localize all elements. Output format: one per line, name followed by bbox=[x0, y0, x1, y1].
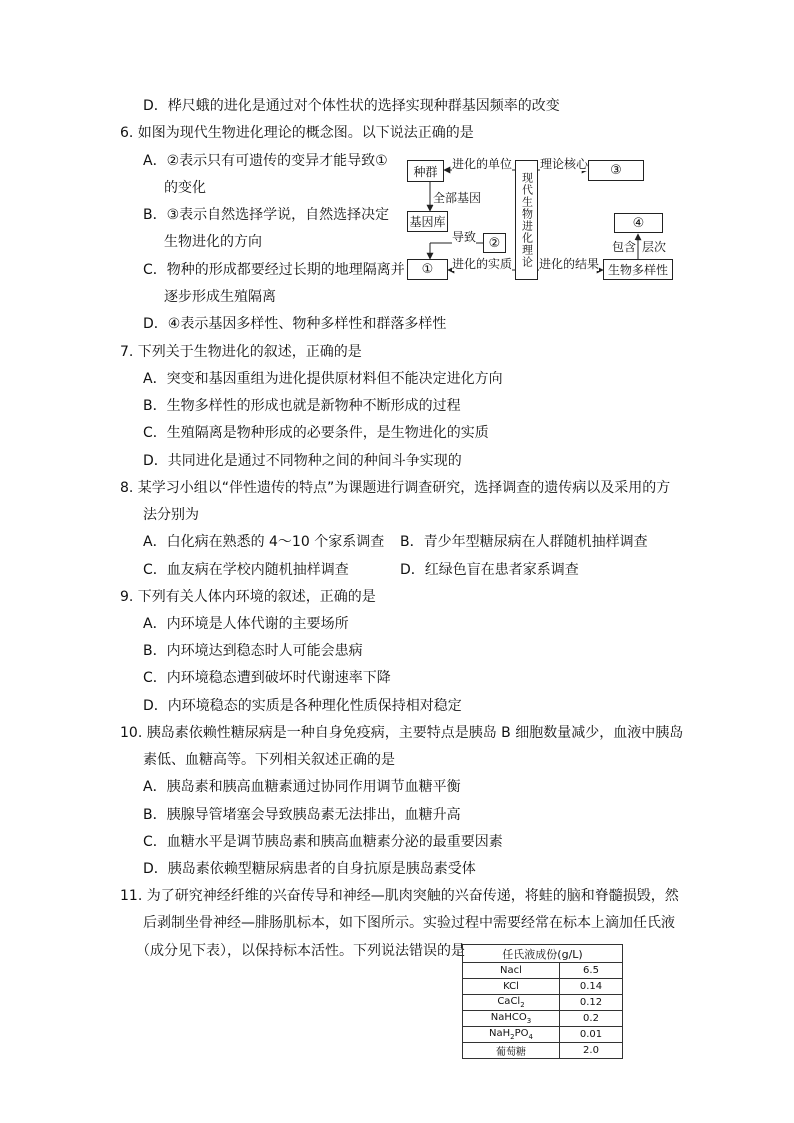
component-name bbox=[463, 1011, 560, 1027]
table-row bbox=[463, 963, 623, 979]
q10-stem-cont: 素低、血糖高等。下列相关叙述正确的是 bbox=[143, 752, 395, 768]
q10-option-c: C．血糖水平是调节胰岛素和胰高血糖素分泌的最重要因素 bbox=[143, 834, 503, 850]
formula-main: NaHCO bbox=[490, 1012, 527, 1023]
table-row bbox=[463, 1027, 623, 1043]
q6-option-d: D．④表示基因多样性、物种多样性和群落多样性 bbox=[143, 316, 447, 332]
formula-subscript-b: 4 bbox=[528, 1033, 533, 1041]
formula-part-a: NaH bbox=[489, 1028, 511, 1039]
component-name bbox=[463, 995, 560, 1011]
label-all-genes: 全部基因 bbox=[433, 191, 482, 205]
q8-stem: 8. 某学习小组以“伴性遗传的特点”为课题进行调查研究，选择调查的遗传病以及采用的方 bbox=[120, 480, 671, 496]
label-result: 进化的结果 bbox=[539, 257, 600, 271]
circle2-box: ② bbox=[483, 233, 506, 253]
q8-stem-cont: 法分别为 bbox=[143, 507, 199, 523]
q11-stem-cont2: （成分见下表），以保持标本活性。下列说法错误的是 bbox=[136, 943, 465, 959]
q6-option-a: A．②表示只有可遗传的变异才能导致① bbox=[143, 153, 388, 169]
label-levels: 层次 bbox=[642, 240, 667, 254]
gene-pool-box: 基因库 bbox=[407, 211, 448, 232]
table-row bbox=[463, 1011, 623, 1027]
q10-option-a: A．胰岛素和胰高血糖素通过协同作用调节血糖平衡 bbox=[143, 779, 461, 795]
component-value: 6.5 bbox=[560, 963, 623, 979]
formula-part-b: PO bbox=[514, 1028, 529, 1039]
formula-subscript: 2 bbox=[520, 1001, 525, 1009]
table-row bbox=[463, 1043, 623, 1059]
ringer-solution-table bbox=[462, 944, 623, 1059]
q6-option-b-cont: 生物进化的方向 bbox=[164, 234, 262, 250]
q5-option-d: D．桦尺蛾的进化是通过对个体性状的选择实现种群基因频率的改变 bbox=[143, 98, 560, 114]
q10-option-d: D．胰岛素依赖型糖尿病患者的自身抗原是胰岛素受体 bbox=[143, 861, 476, 877]
population-box: 种群 bbox=[407, 160, 444, 182]
q6-option-b: B．③表示自然选择学说，自然选择决定 bbox=[143, 207, 390, 223]
q6-option-a-cont: 的变化 bbox=[164, 180, 206, 196]
label-essence: 进化的实质 bbox=[452, 257, 513, 271]
formula-main: CaCl bbox=[497, 996, 521, 1007]
q9-option-c: C．内环境稳态遭到破坏时代谢速率下降 bbox=[143, 670, 391, 686]
label-includes: 包含 bbox=[612, 240, 637, 254]
q8-option-c: C．血友病在学校内随机抽样调查 bbox=[143, 562, 349, 578]
circle1-box: ① bbox=[407, 259, 448, 280]
label-leads-to: 导致 bbox=[452, 230, 477, 244]
formula-subscript-a: 2 bbox=[510, 1033, 515, 1041]
q10-option-b: B．胰腺导管堵塞会导致胰岛素无法排出，血糖升高 bbox=[143, 807, 461, 823]
component-value: 0.01 bbox=[560, 1027, 623, 1043]
q6-stem: 6. 如图为现代生物进化理论的概念图。以下说法正确的是 bbox=[120, 125, 474, 141]
q9-option-b: B．内环境达到稳态时人可能会患病 bbox=[143, 643, 363, 659]
q10-stem: 10. 胰岛素依赖性糖尿病是一种自身免疫病，主要特点是胰岛 B 细胞数量减少，血液中胰岛 bbox=[120, 725, 684, 741]
label-unit-of-evolution: 进化的单位 bbox=[452, 157, 513, 171]
component-value: 2.0 bbox=[560, 1043, 623, 1059]
q8-option-b: B．青少年型糖尿病在人群随机抽样调查 bbox=[400, 534, 648, 550]
q7-stem: 7. 下列关于生物进化的叙述，正确的是 bbox=[120, 344, 362, 360]
q8-option-a: A．白化病在熟悉的 4～10 个家系调查 bbox=[143, 534, 385, 550]
q9-option-a: A．内环境是人体代谢的主要场所 bbox=[143, 616, 349, 632]
q7-option-a: A．突变和基因重组为进化提供原材料但不能决定进化方向 bbox=[143, 371, 503, 387]
q6-option-c: C．物种的形成都要经过长期的地理隔离并 bbox=[143, 262, 405, 278]
component-name: KCl bbox=[463, 979, 560, 995]
circle4-box: ④ bbox=[614, 213, 663, 233]
component-name: 葡萄糖 bbox=[463, 1043, 560, 1059]
center-theory-box: 现代生物进化理论 bbox=[515, 160, 538, 280]
table-row bbox=[463, 979, 623, 995]
q8-option-d: D．红绿色盲在患者家系调查 bbox=[400, 562, 579, 578]
q7-option-d: D．共同进化是通过不同物种之间的种间斗争实现的 bbox=[143, 453, 462, 469]
q9-option-d: D．内环境稳态的实质是各种理化性质保持相对稳定 bbox=[143, 698, 462, 714]
table-header: 任氏液成份(g/L) bbox=[463, 945, 623, 963]
component-name: Nacl bbox=[463, 963, 560, 979]
q11-stem-cont1: 后剥制坐骨神经—腓肠肌标本，如下图所示。实验过程中需要经常在标本上滴加任氏液 bbox=[143, 915, 675, 931]
q9-stem: 9. 下列有关人体内环境的叙述，正确的是 bbox=[120, 589, 376, 605]
component-name bbox=[463, 1027, 560, 1043]
label-theory-core: 理论核心 bbox=[540, 157, 589, 171]
table-row bbox=[463, 995, 623, 1011]
q11-stem: 11. 为了研究神经纤维的兴奋传导和神经—肌肉突触的兴奋传递，将蛙的脑和脊髓损毁，然 bbox=[120, 888, 679, 904]
q6-option-c-cont: 逐步形成生殖隔离 bbox=[164, 289, 276, 305]
component-value: 0.12 bbox=[560, 995, 623, 1011]
circle3-box: ③ bbox=[588, 160, 644, 181]
table-header-row bbox=[463, 945, 623, 963]
diagram-arrows bbox=[0, 0, 794, 320]
q7-option-c: C．生殖隔离是物种形成的必要条件，是生物进化的实质 bbox=[143, 425, 489, 441]
formula-subscript: 3 bbox=[526, 1017, 532, 1025]
component-value: 0.14 bbox=[560, 979, 623, 995]
component-value: 0.2 bbox=[560, 1011, 623, 1027]
q7-option-b: B．生物多样性的形成也就是新物种不断形成的过程 bbox=[143, 398, 461, 414]
biodiversity-box: 生物多样性 bbox=[603, 259, 673, 280]
